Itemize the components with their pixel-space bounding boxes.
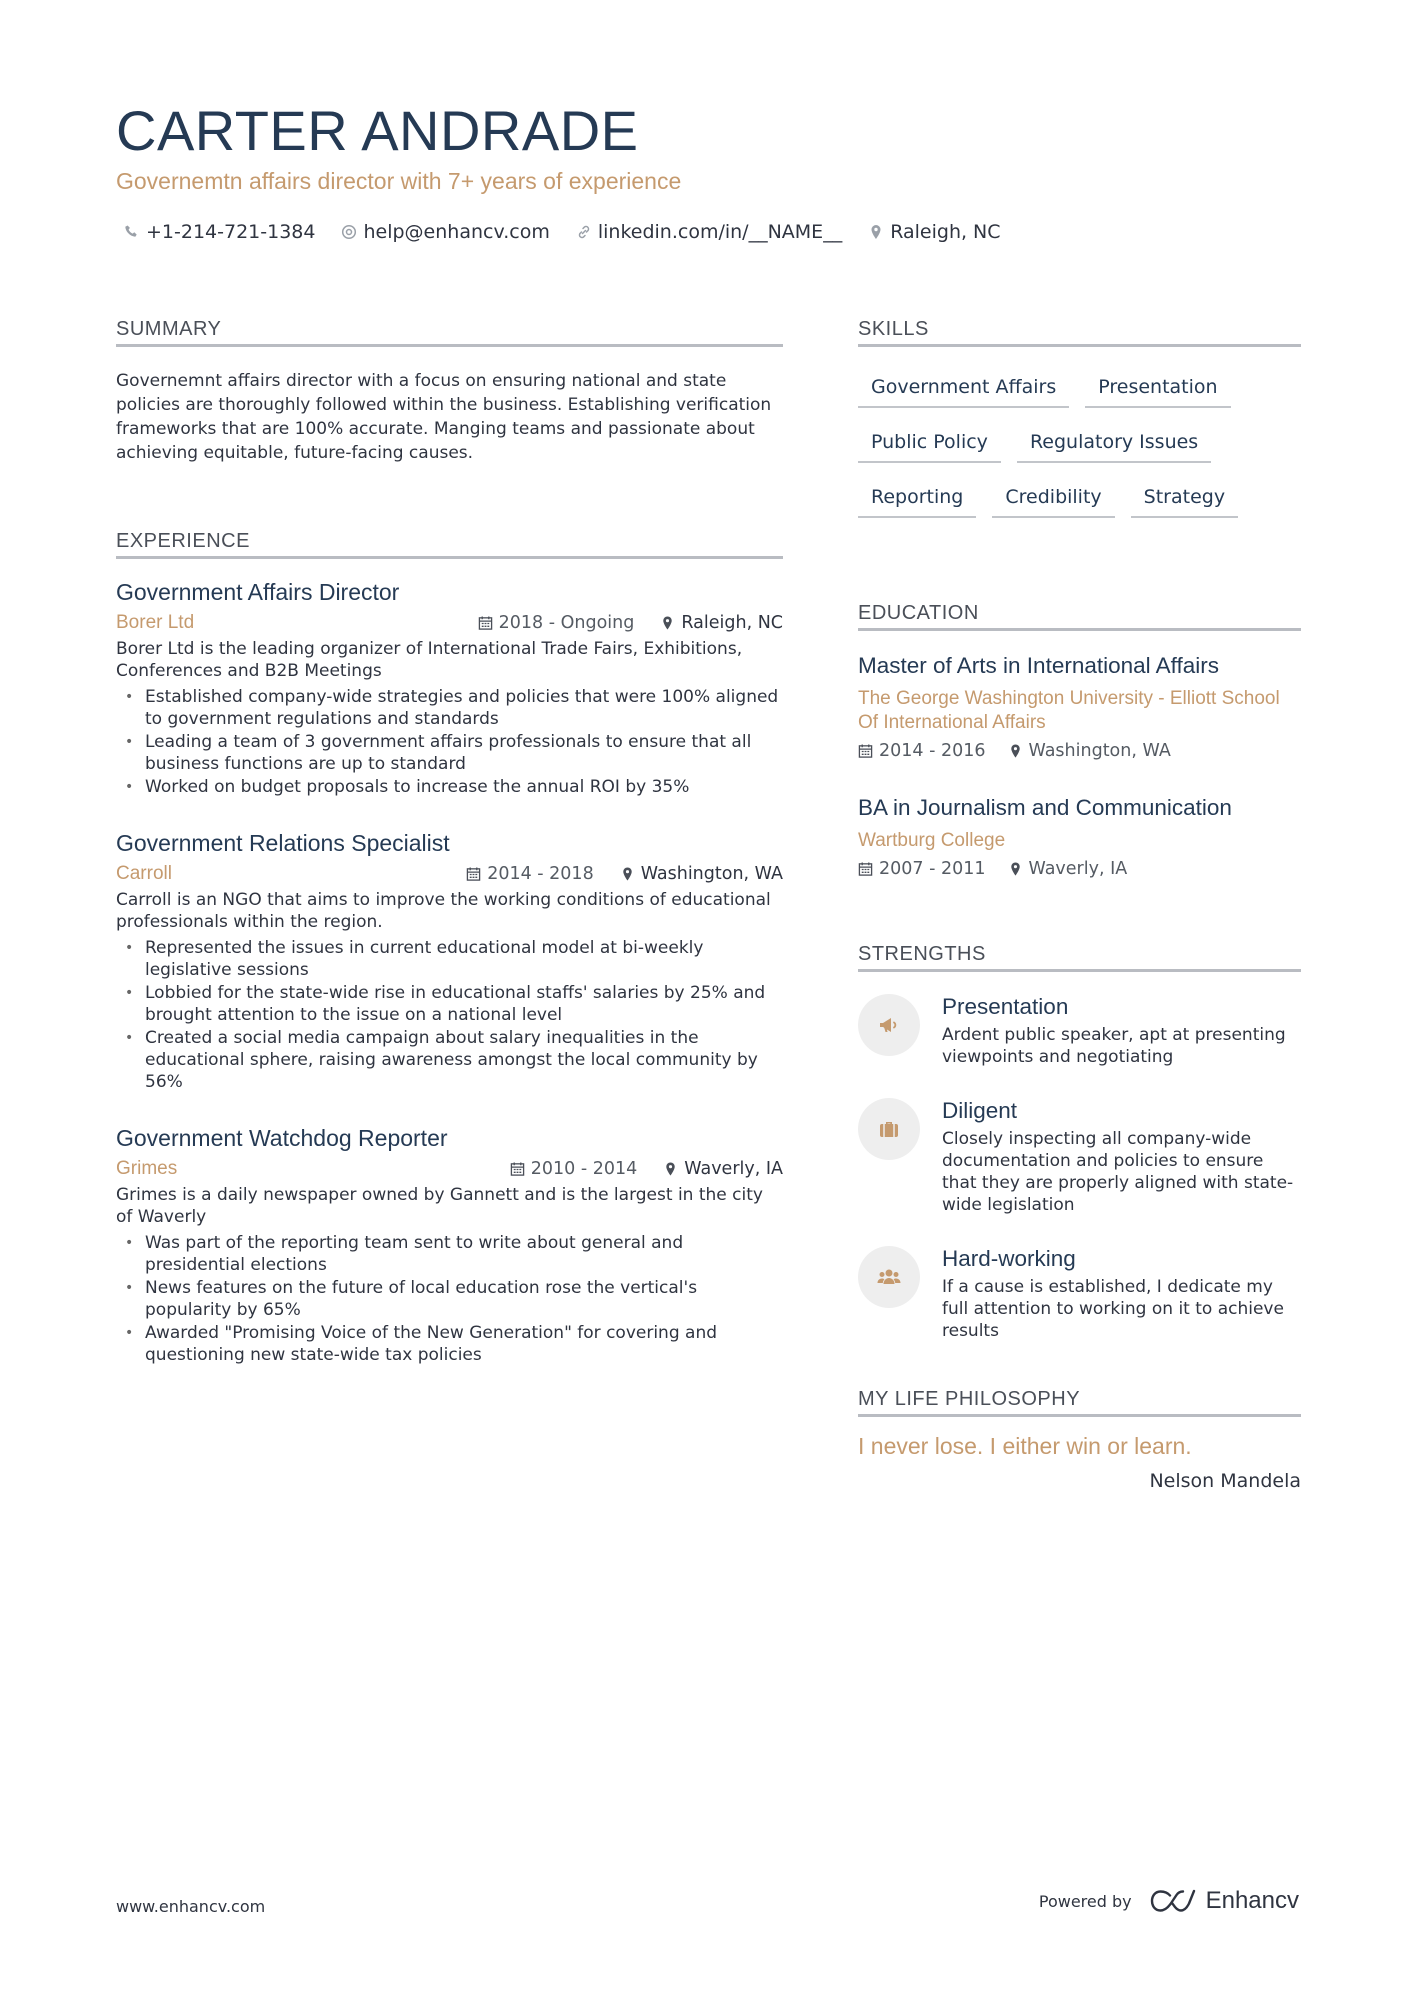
location-pin-icon xyxy=(663,1161,678,1177)
calendar-icon xyxy=(478,615,493,631)
education-meta xyxy=(858,741,1301,761)
strengths-section xyxy=(858,943,1301,1342)
strength-title: Hard-working xyxy=(942,1246,1076,1271)
quote-author: Nelson Mandela xyxy=(1149,1470,1301,1492)
calendar-icon xyxy=(858,743,873,759)
skills-list xyxy=(858,371,1301,518)
job-dates: 2014 - 2018 xyxy=(487,864,594,884)
left-column xyxy=(116,318,783,1398)
job-bullet: • News features on the future of local education rose the vertical's popularity by 65% xyxy=(116,1277,783,1321)
enhancv-logo-icon xyxy=(1150,1889,1196,1913)
education-dates: 2014 - 2016 xyxy=(879,741,986,761)
location-text: Raleigh, NC xyxy=(890,221,1001,243)
degree-title: BA in Journalism and Communication xyxy=(858,795,1232,820)
job-entry xyxy=(116,830,783,1093)
education-entry xyxy=(858,653,1301,761)
education-meta xyxy=(858,859,1301,879)
powered-by-label: Powered by xyxy=(1038,1891,1132,1911)
strength-title: Presentation xyxy=(942,994,1069,1019)
skill-tag: Credibility xyxy=(992,481,1114,518)
contact-location xyxy=(868,221,1000,243)
skill-tag: Regulatory Issues xyxy=(1017,426,1211,463)
job-bullet: • Leading a team of 3 government affairs professionals to ensure that all business functions are up to standard xyxy=(116,731,783,775)
strength-item xyxy=(858,1246,1301,1342)
strength-item xyxy=(858,1098,1301,1216)
job-bullet: • Lobbied for the state-wide rise in educational staffs' salaries by 25% and brought attention to the issue on a national level xyxy=(116,982,783,1026)
job-bullet: • Created a social media campaign about salary inequalities in the educational sphere, raising awareness amongst the local community by 56% xyxy=(116,1027,783,1093)
location-pin-icon xyxy=(868,224,884,240)
job-bullets xyxy=(116,937,783,1093)
degree-title: Master of Arts in International Affairs xyxy=(858,653,1220,678)
company-name: Borer Ltd xyxy=(116,612,195,633)
experience-section xyxy=(116,530,783,1366)
strength-description: If a cause is established, I dedicate my full attention to working on it to achieve results xyxy=(942,1277,1284,1341)
job-description: Carroll is an NGO that aims to improve the working conditions of educational professionals within the region. xyxy=(116,890,771,932)
job-bullets xyxy=(116,686,783,798)
contact-bar xyxy=(124,221,1001,243)
job-meta xyxy=(116,1158,783,1180)
location-pin-icon xyxy=(1008,743,1023,759)
job-title: Government Watchdog Reporter xyxy=(116,1125,448,1151)
job-entry xyxy=(116,1125,783,1366)
tagline: Governemtn affairs director with 7+ years of experience xyxy=(116,168,682,194)
education-heading: EDUCATION xyxy=(858,602,1301,631)
education-dates: 2007 - 2011 xyxy=(879,859,986,879)
at-icon xyxy=(341,224,357,240)
job-dates: 2010 - 2014 xyxy=(530,1159,638,1179)
philosophy-quote: I never lose. I either win or learn. xyxy=(858,1433,1192,1459)
users-icon xyxy=(858,1246,920,1308)
summary-text: Governemnt affairs director with a focus on ensuring national and state policies are thoroughly followed within the business. Establishing verification frameworks that are 100% accurate. Manging teams and passionate about achieving equitable, future-facing causes. xyxy=(116,371,772,463)
skills-heading: SKILLS xyxy=(858,318,1301,347)
location-pin-icon xyxy=(1008,861,1023,877)
footer-branding xyxy=(1039,1887,1299,1915)
footer-website[interactable]: www.enhancv.com xyxy=(116,1897,266,1916)
calendar-icon xyxy=(466,866,481,882)
calendar-icon xyxy=(858,861,873,877)
briefcase-icon xyxy=(858,1098,920,1160)
summary-heading: SUMMARY xyxy=(116,318,783,347)
strength-description: Closely inspecting all company-wide documentation and policies to ensure that they are properly aligned with state-wide legislation xyxy=(942,1129,1294,1215)
job-location: Waverly, IA xyxy=(684,1159,783,1179)
location-pin-icon xyxy=(660,615,675,631)
enhancv-logo[interactable] xyxy=(1150,1887,1299,1915)
contact-phone[interactable] xyxy=(124,221,315,243)
job-bullet: • Represented the issues in current educational model at bi-weekly legislative sessions xyxy=(116,937,783,981)
skill-tag: Presentation xyxy=(1085,371,1230,408)
job-bullet: • Worked on budget proposals to increase the annual ROI by 35% xyxy=(116,776,783,798)
linkedin-text: linkedin.com/in/__NAME__ xyxy=(597,221,843,243)
summary-section xyxy=(116,318,783,465)
contact-linkedin[interactable] xyxy=(576,221,842,243)
job-description: Borer Ltd is the leading organizer of International Trade Fairs, Exhibitions, Conferences and B2B Meetings xyxy=(116,639,743,681)
job-bullet: • Established company-wide strategies and policies that were 100% aligned to government regulations and standards xyxy=(116,686,783,730)
calendar-icon xyxy=(510,1161,525,1177)
job-title: Government Relations Specialist xyxy=(116,830,450,856)
school-name: The George Washington University - Elliott School Of International Affairs xyxy=(858,688,1280,733)
contact-email[interactable] xyxy=(341,221,549,243)
skill-tag: Reporting xyxy=(858,481,976,518)
strengths-heading: STRENGTHS xyxy=(858,943,1301,972)
megaphone-icon xyxy=(858,994,920,1056)
company-name: Grimes xyxy=(116,1158,178,1179)
job-location: Washington, WA xyxy=(640,864,783,884)
skills-section xyxy=(858,318,1301,518)
company-name: Carroll xyxy=(116,863,172,884)
right-column xyxy=(858,318,1301,1492)
skill-tag: Strategy xyxy=(1131,481,1238,518)
link-icon xyxy=(576,224,592,240)
strength-description: Ardent public speaker, apt at presenting viewpoints and negotiating xyxy=(942,1025,1286,1067)
job-entry xyxy=(116,579,783,798)
job-bullet: • Awarded "Promising Voice of the New Generation" for covering and questioning new state-wide tax policies xyxy=(116,1322,783,1366)
philosophy-heading: MY LIFE PHILOSOPHY xyxy=(858,1388,1301,1417)
job-description: Grimes is a daily newspaper owned by Gannett and is the largest in the city of Waverly xyxy=(116,1185,763,1227)
skill-tag: Government Affairs xyxy=(858,371,1069,408)
job-title: Government Affairs Director xyxy=(116,579,400,605)
job-meta xyxy=(116,612,783,634)
education-location: Washington, WA xyxy=(1028,741,1171,761)
job-dates: 2018 - Ongoing xyxy=(498,613,635,633)
email-text: help@enhancv.com xyxy=(363,221,550,243)
experience-heading: EXPERIENCE xyxy=(116,530,783,559)
candidate-name: CARTER ANDRADE xyxy=(116,99,639,162)
strength-title: Diligent xyxy=(942,1098,1018,1123)
job-bullets xyxy=(116,1232,783,1366)
education-location: Waverly, IA xyxy=(1028,859,1128,879)
philosophy-section xyxy=(858,1388,1301,1492)
location-pin-icon xyxy=(620,866,635,882)
strength-item xyxy=(858,994,1301,1068)
job-bullet: • Was part of the reporting team sent to write about general and presidential elections xyxy=(116,1232,783,1276)
education-section xyxy=(858,602,1301,879)
education-entry xyxy=(858,795,1301,879)
phone-text: +1-214-721-1384 xyxy=(146,221,316,243)
job-meta xyxy=(116,863,783,885)
phone-icon xyxy=(124,224,140,240)
job-location: Raleigh, NC xyxy=(681,613,783,633)
school-name: Wartburg College xyxy=(858,830,1006,851)
brand-name: Enhancv xyxy=(1205,1887,1299,1914)
skill-tag: Public Policy xyxy=(858,426,1001,463)
